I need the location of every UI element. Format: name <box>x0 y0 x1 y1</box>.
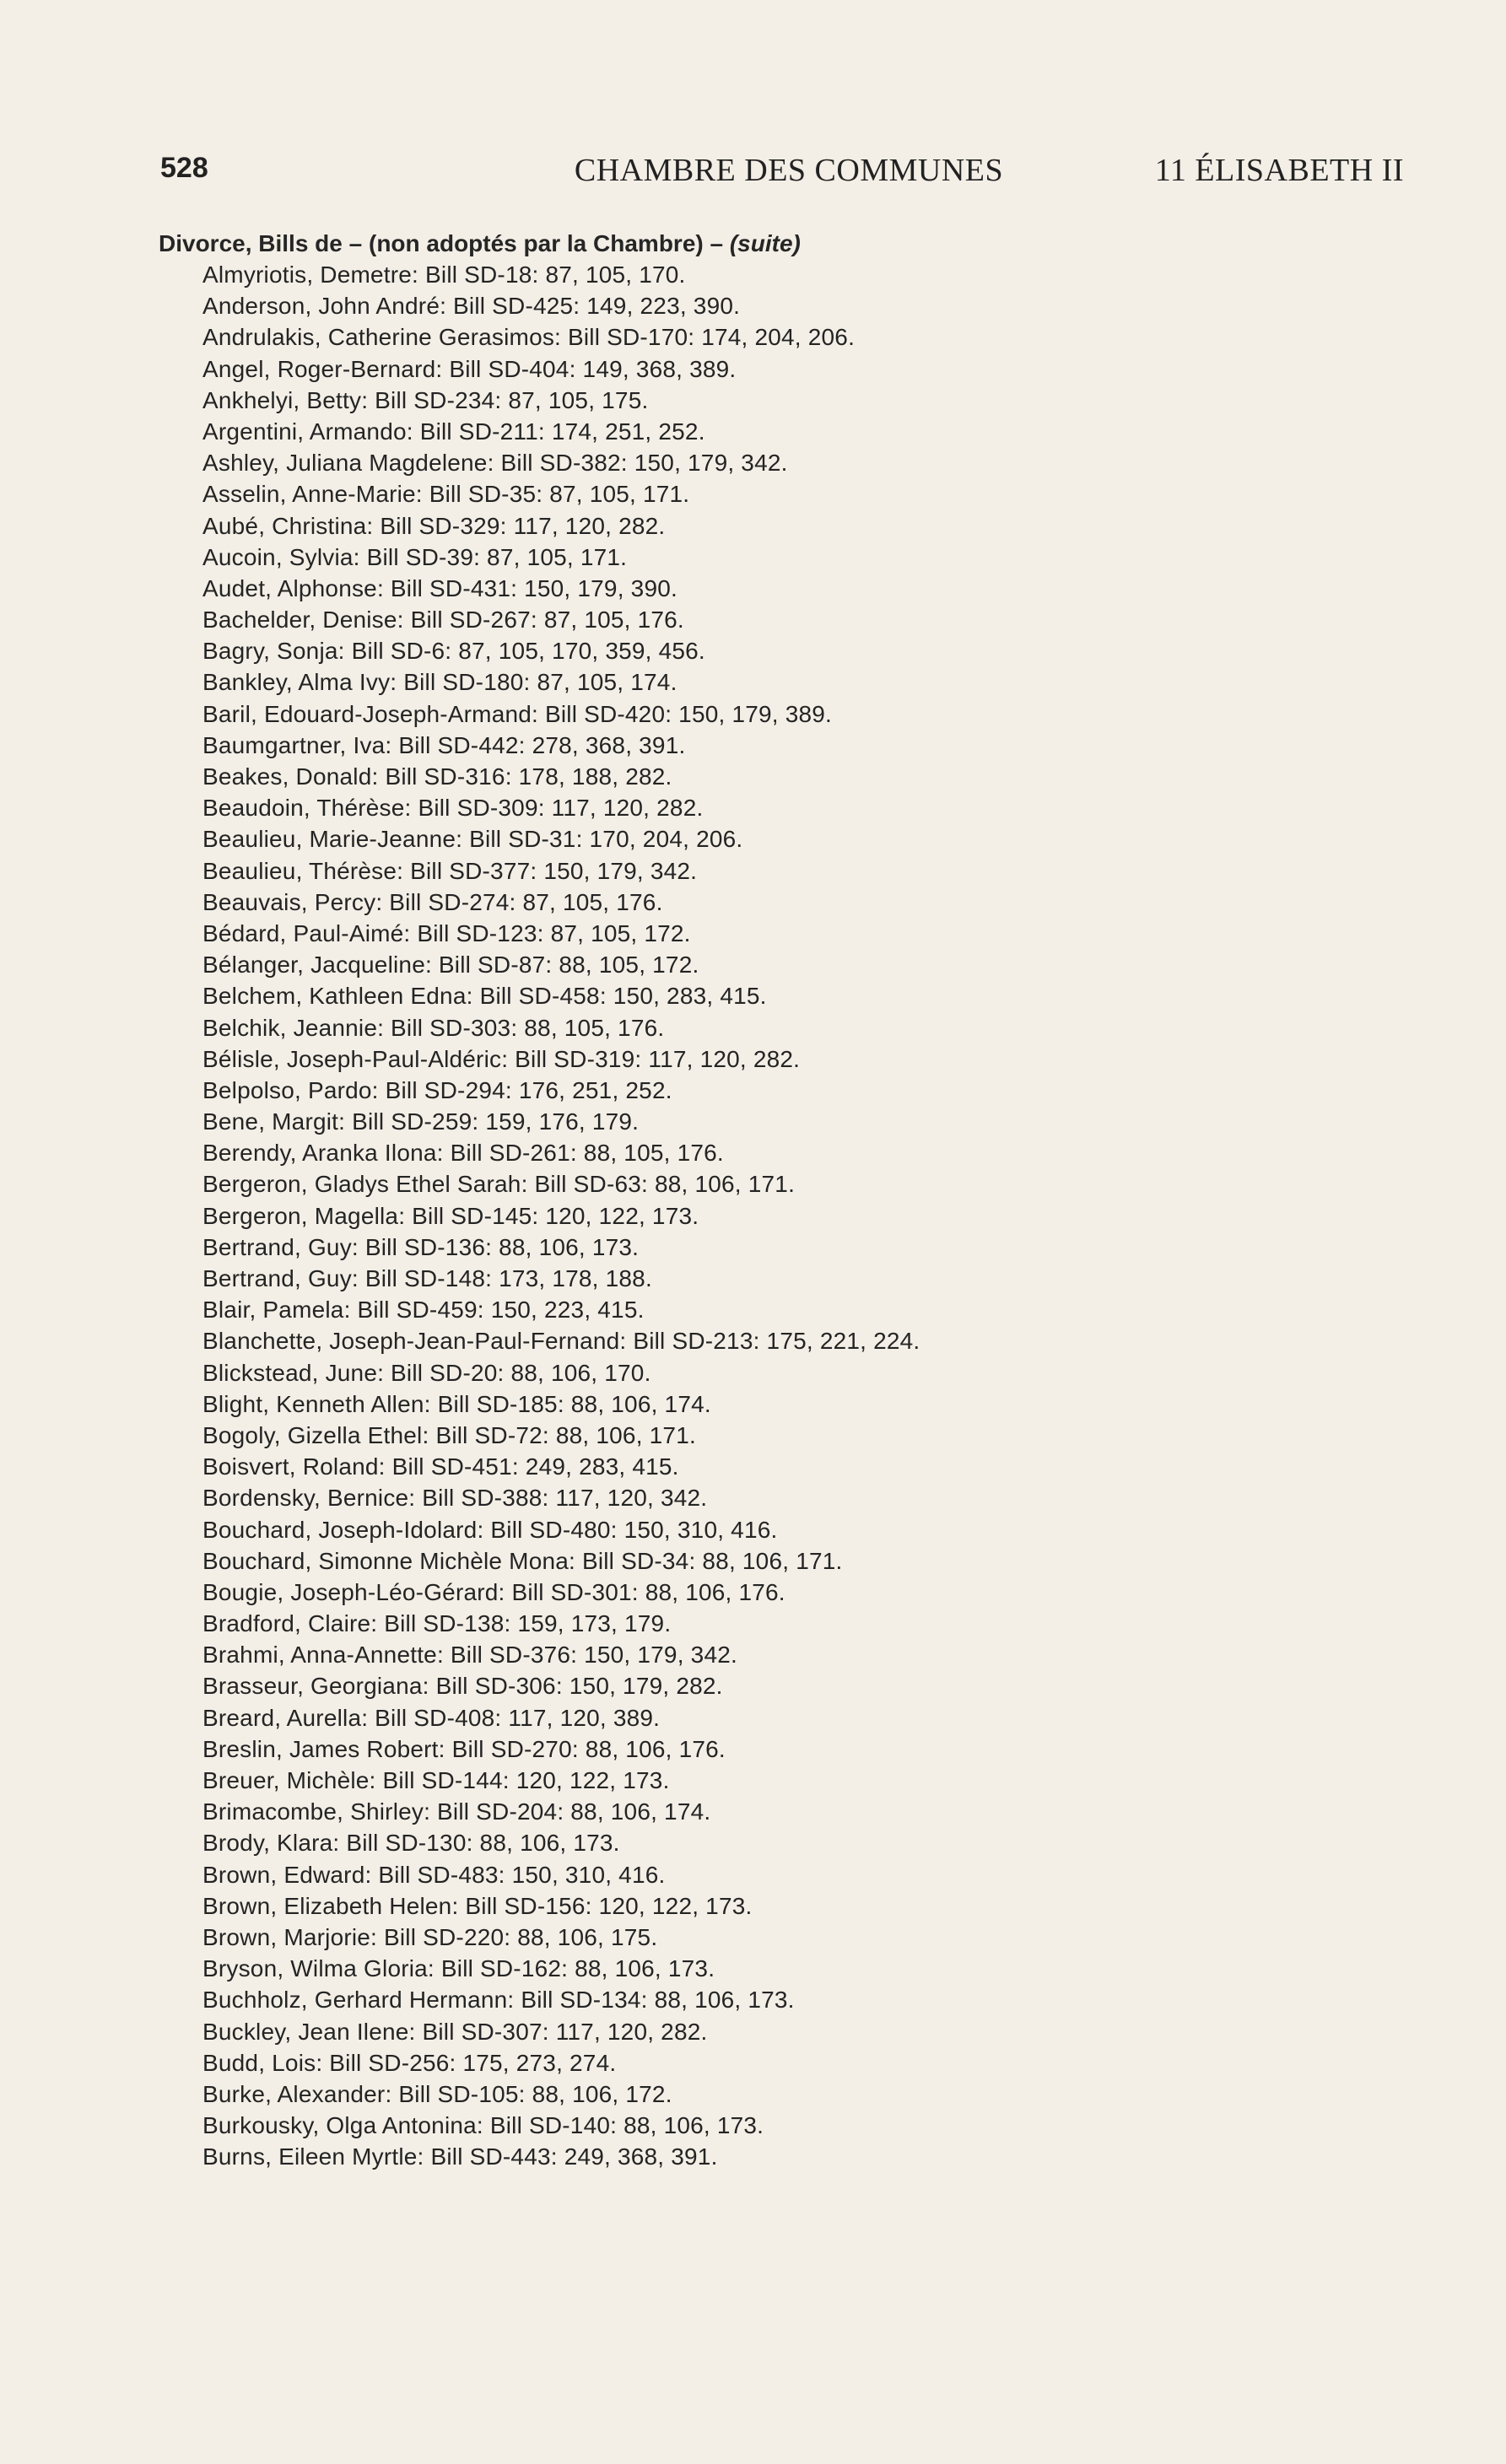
index-entry: Beauvais, Percy: Bill SD-274: 87, 105, 176. <box>202 888 663 915</box>
index-entry: Breslin, James Robert: Bill SD-270: 88, 106, 176. <box>202 1735 726 1762</box>
index-entry: Bagry, Sonja: Bill SD-6: 87, 105, 170, 359, 456. <box>202 638 705 665</box>
index-entry: Almyriotis, Demetre: Bill SD-18: 87, 105, 170. <box>202 261 686 288</box>
index-entry: Bertrand, Guy: Bill SD-148: 173, 178, 188. <box>202 1265 652 1291</box>
index-entry: Ashley, Juliana Magdelene: Bill SD-382: 150, 179, 342. <box>202 450 788 477</box>
section-heading <box>159 230 801 257</box>
index-entry: Budd, Lois: Bill SD-256: 175, 273, 274. <box>202 2049 617 2076</box>
index-entry: Blanchette, Joseph-Jean-Paul-Fernand: Bill SD-213: 175, 221, 224. <box>202 1328 920 1355</box>
index-entry-list <box>202 259 920 2172</box>
index-entry: Beaulieu, Thérèse: Bill SD-377: 150, 179, 342. <box>202 857 698 884</box>
index-entry: Bélisle, Joseph-Paul-Aldéric: Bill SD-319: 117, 120, 282. <box>202 1045 801 1072</box>
index-entry: Burke, Alexander: Bill SD-105: 88, 106, 172. <box>202 2080 672 2107</box>
index-entry: Audet, Alphonse: Bill SD-431: 150, 179, 390. <box>202 574 677 601</box>
index-entry: Bryson, Wilma Gloria: Bill SD-162: 88, 106, 173. <box>202 1955 715 1982</box>
index-entry: Bertrand, Guy: Bill SD-136: 88, 106, 173. <box>202 1233 640 1260</box>
index-entry: Brown, Elizabeth Helen: Bill SD-156: 120, 122, 173. <box>202 1892 753 1919</box>
index-entry: Bélanger, Jacqueline: Bill SD-87: 88, 105, 172. <box>202 952 699 979</box>
index-entry: Brasseur, Georgiana: Bill SD-306: 150, 179, 282. <box>202 1673 723 1700</box>
index-entry: Bouchard, Joseph-Idolard: Bill SD-480: 150, 310, 416. <box>202 1516 778 1543</box>
index-entry: Blight, Kenneth Allen: Bill SD-185: 88, 106, 174. <box>202 1390 711 1417</box>
index-entry: Anderson, John André: Bill SD-425: 149, 223, 390. <box>202 293 741 320</box>
index-entry: Buchholz, Gerhard Hermann: Bill SD-134: 88, 106, 173. <box>202 1987 795 2014</box>
header-reign: 11 ÉLISABETH II <box>1154 153 1404 188</box>
index-entry: Beakes, Donald: Bill SD-316: 178, 188, 282. <box>202 763 672 790</box>
index-entry: Brimacombe, Shirley: Bill SD-204: 88, 106, 174. <box>202 1798 711 1825</box>
index-entry: Asselin, Anne-Marie: Bill SD-35: 87, 105, 171. <box>202 481 690 508</box>
section-heading-text: Divorce, Bills de – (non adoptés par la Chambre) – <box>159 230 724 256</box>
index-entry: Belpolso, Pardo: Bill SD-294: 176, 251, 252. <box>202 1076 672 1103</box>
index-entry: Brody, Klara: Bill SD-130: 88, 106, 173. <box>202 1830 620 1857</box>
index-entry: Bougie, Joseph-Léo-Gérard: Bill SD-301: 88, 106, 176. <box>202 1578 785 1605</box>
index-entry: Bogoly, Gizella Ethel: Bill SD-72: 88, 106, 171. <box>202 1421 696 1448</box>
index-entry: Brahmi, Anna-Annette: Bill SD-376: 150, 179, 342. <box>202 1642 737 1669</box>
index-entry: Aubé, Christina: Bill SD-329: 117, 120, 282. <box>202 512 666 539</box>
index-entry: Bankley, Alma Ivy: Bill SD-180: 87, 105, 174. <box>202 669 677 696</box>
index-entry: Baril, Edouard-Joseph-Armand: Bill SD-420: 150, 179, 389. <box>202 700 833 727</box>
index-entry: Andrulakis, Catherine Gerasimos: Bill SD-170: 174, 204, 206. <box>202 324 856 351</box>
index-entry: Breuer, Michèle: Bill SD-144: 120, 122, 173. <box>202 1767 670 1793</box>
index-entry: Bradford, Claire: Bill SD-138: 159, 173, 179. <box>202 1610 672 1637</box>
page-number: 528 <box>160 152 208 184</box>
index-entry: Bergeron, Gladys Ethel Sarah: Bill SD-63: 88, 106, 171. <box>202 1171 796 1198</box>
index-entry: Blair, Pamela: Bill SD-459: 150, 223, 415. <box>202 1297 645 1324</box>
index-entry: Burns, Eileen Myrtle: Bill SD-443: 249, 368, 391. <box>202 2143 718 2170</box>
index-entry: Boisvert, Roland: Bill SD-451: 249, 283, 415. <box>202 1453 679 1480</box>
header-title: CHAMBRE DES COMMUNES <box>574 153 1004 188</box>
index-entry: Belchem, Kathleen Edna: Bill SD-458: 150, 283, 415. <box>202 983 767 1010</box>
index-entry: Argentini, Armando: Bill SD-211: 174, 251, 252. <box>202 418 705 445</box>
index-entry: Bédard, Paul-Aimé: Bill SD-123: 87, 105, 172. <box>202 919 691 946</box>
running-header <box>160 152 1417 194</box>
index-entry: Ankhelyi, Betty: Bill SD-234: 87, 105, 175. <box>202 386 649 413</box>
index-entry: Blickstead, June: Bill SD-20: 88, 106, 170. <box>202 1359 651 1386</box>
index-entry: Bachelder, Denise: Bill SD-267: 87, 105, 176. <box>202 607 684 634</box>
index-entry: Aucoin, Sylvia: Bill SD-39: 87, 105, 171. <box>202 543 628 570</box>
index-entry: Baumgartner, Iva: Bill SD-442: 278, 368, 391. <box>202 731 686 758</box>
index-entry: Brown, Marjorie: Bill SD-220: 88, 106, 175. <box>202 1923 658 1950</box>
index-entry: Beaulieu, Marie-Jeanne: Bill SD-31: 170, 204, 206. <box>202 826 743 853</box>
index-entry: Angel, Roger-Bernard: Bill SD-404: 149, 368, 389. <box>202 355 737 382</box>
index-entry: Brown, Edward: Bill SD-483: 150, 310, 416. <box>202 1861 666 1888</box>
index-entry: Bouchard, Simonne Michèle Mona: Bill SD-34: 88, 106, 171. <box>202 1547 843 1574</box>
index-entry: Burkousky, Olga Antonina: Bill SD-140: 88, 106, 173. <box>202 2112 764 2139</box>
index-entry: Beaudoin, Thérèse: Bill SD-309: 117, 120, 282. <box>202 795 704 822</box>
index-entry: Bordensky, Bernice: Bill SD-388: 117, 120, 342. <box>202 1485 708 1512</box>
section-continued: (suite) <box>729 230 801 256</box>
index-entry: Buckley, Jean Ilene: Bill SD-307: 117, 120, 282. <box>202 2018 708 2045</box>
index-entry: Bene, Margit: Bill SD-259: 159, 176, 179. <box>202 1108 640 1135</box>
index-entry: Bergeron, Magella: Bill SD-145: 120, 122, 173. <box>202 1202 699 1229</box>
index-entry: Breard, Aurella: Bill SD-408: 117, 120, 389. <box>202 1704 661 1731</box>
index-entry: Berendy, Aranka Ilona: Bill SD-261: 88, 105, 176. <box>202 1140 724 1167</box>
index-entry: Belchik, Jeannie: Bill SD-303: 88, 105, 176. <box>202 1014 665 1041</box>
